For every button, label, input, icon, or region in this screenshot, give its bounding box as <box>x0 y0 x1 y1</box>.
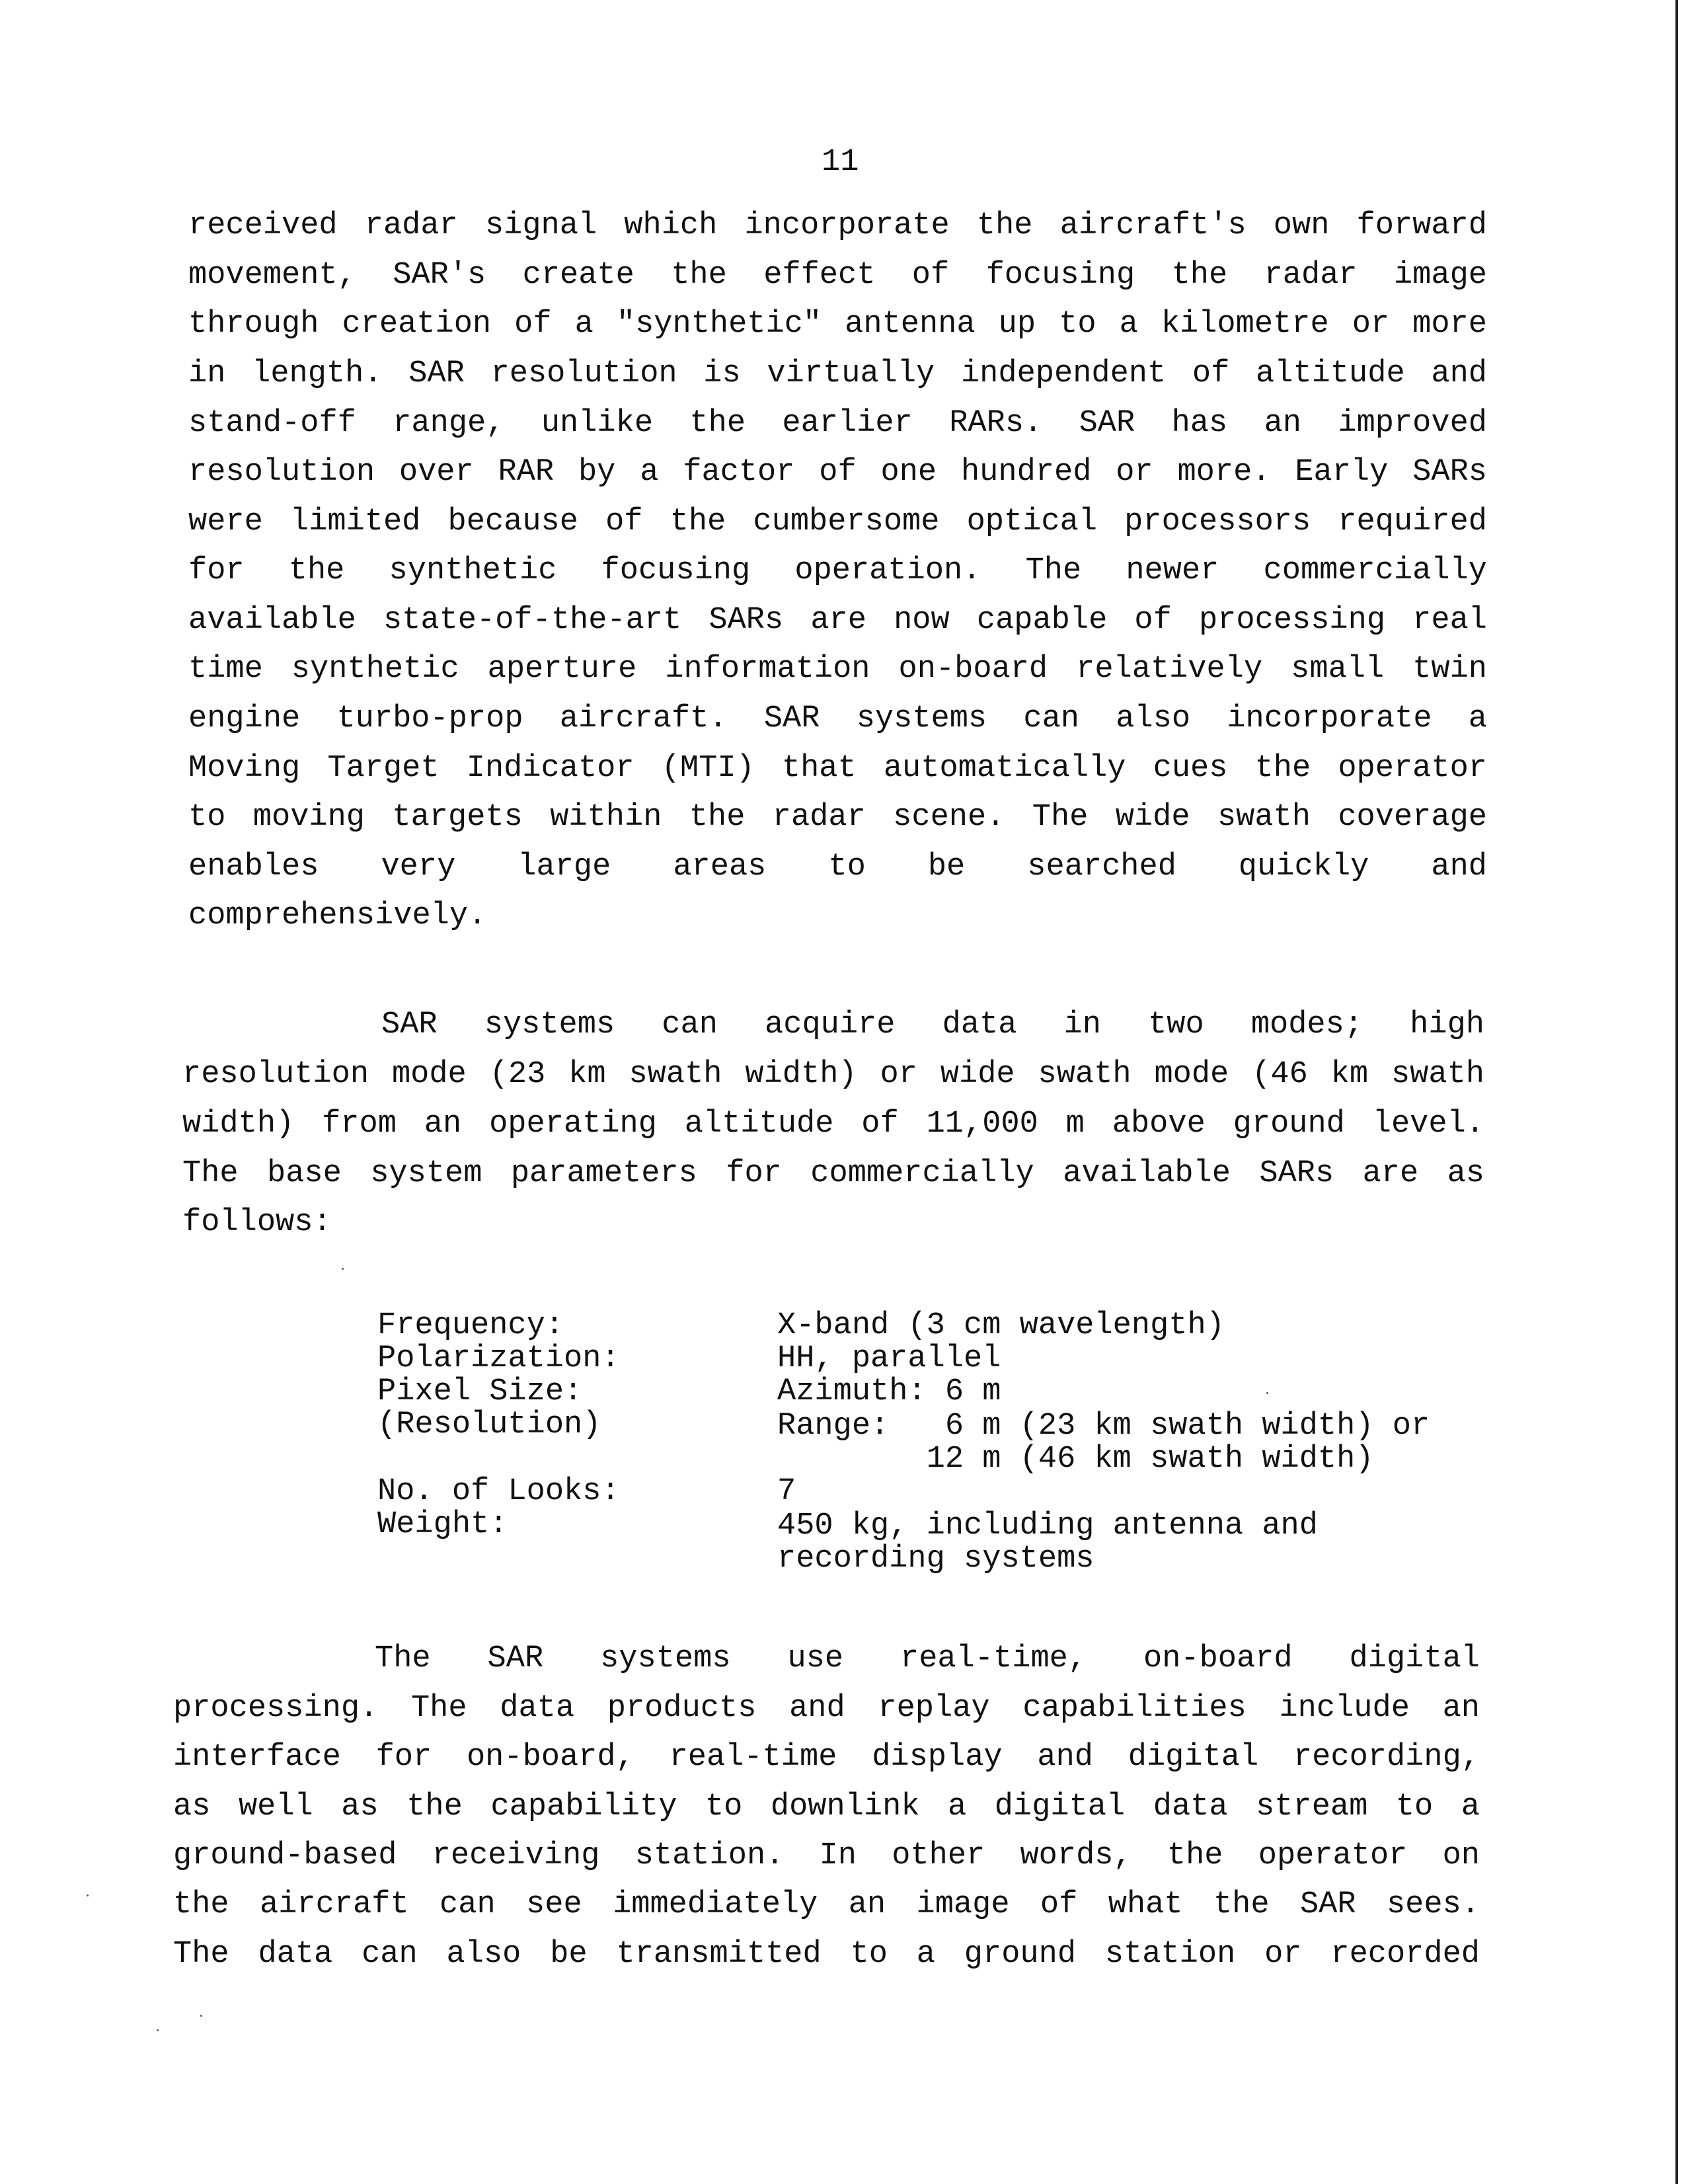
text-line: Moving Target Indicator (MTI) that automatically cues the operator <box>188 751 1487 786</box>
spec-value: Range: 6 m (23 km swath width) or <box>777 1409 1430 1444</box>
spec-label: Pixel Size: <box>377 1374 583 1409</box>
text-line: were limited because of the cumbersome optical processors required <box>188 504 1487 539</box>
spec-value: HH, parallel <box>777 1341 1001 1376</box>
text-line: follows: <box>182 1205 332 1240</box>
text-line: available state-of-the-art SARs are now capable of processing real <box>188 603 1487 638</box>
scan-speck <box>87 1894 89 1896</box>
text-line: The SAR systems use real-time, on-board digital <box>375 1641 1480 1676</box>
scan-speck <box>200 2015 202 2017</box>
spec-label: Polarization: <box>377 1341 620 1376</box>
text-line: The base system parameters for commercially available SARs are as <box>182 1156 1484 1191</box>
spec-label: Frequency: <box>377 1308 564 1343</box>
spec-label: Weight: <box>377 1507 508 1542</box>
text-line: resolution mode (23 km swath width) or wide swath mode (46 km swath <box>182 1057 1484 1092</box>
text-line: processing. The data products and replay capabilities include an <box>173 1691 1480 1726</box>
spec-value: 7 <box>777 1474 796 1509</box>
text-line: resolution over RAR by a factor of one hundred or more. Early SARs <box>188 455 1487 490</box>
text-line: comprehensively. <box>188 898 487 933</box>
text-line: stand-off range, unlike the earlier RARs. SAR has an improved <box>188 406 1487 441</box>
text-line: in length. SAR resolution is virtually independent of altitude and <box>188 356 1487 391</box>
spec-value: X-band (3 cm wavelength) <box>777 1308 1225 1343</box>
text-line: SAR systems can acquire data in two modes; high <box>381 1007 1484 1042</box>
spec-label: No. of Looks: <box>377 1474 620 1509</box>
spec-label: (Resolution) <box>377 1407 601 1442</box>
spec-value: 12 m (46 km swath width) <box>777 1442 1374 1477</box>
spec-value: Azimuth: 6 m <box>777 1374 1001 1409</box>
text-line: ground-based receiving station. In other words, the operator on <box>173 1838 1480 1873</box>
scan-speck <box>342 1268 344 1270</box>
text-line: for the synthetic focusing operation. The newer commercially <box>188 553 1487 588</box>
text-line: enables very large areas to be searched quickly and <box>188 849 1487 884</box>
text-line: time synthetic aperture information on-board relatively small twin <box>188 652 1487 687</box>
text-line: to moving targets within the radar scene. The wide swath coverage <box>188 800 1487 835</box>
spec-value: 450 kg, including antenna and <box>777 1508 1318 1543</box>
text-line: The data can also be transmitted to a ground station or recorded <box>173 1937 1480 1972</box>
page-number: 11 <box>822 145 859 180</box>
text-line: interface for on-board, real-time display and digital recording, <box>173 1740 1480 1775</box>
text-line: through creation of a "synthetic" antenna up to a kilometre or more <box>188 307 1487 342</box>
text-line: as well as the capability to downlink a digital data stream to a <box>173 1789 1480 1824</box>
scan-speck <box>157 2029 159 2031</box>
scan-edge-line <box>1675 0 1678 2184</box>
text-line: engine turbo-prop aircraft. SAR systems can also incorporate a <box>188 701 1487 736</box>
scan-speck <box>1266 1392 1268 1394</box>
text-line: width) from an operating altitude of 11,000 m above ground level. <box>182 1107 1484 1142</box>
text-line: movement, SAR's create the effect of focusing the radar image <box>188 258 1487 293</box>
text-line: the aircraft can see immediately an image of what the SAR sees. <box>173 1887 1480 1922</box>
text-line: received radar signal which incorporate the aircraft's own forward <box>188 208 1487 243</box>
spec-value: recording systems <box>777 1541 1094 1577</box>
